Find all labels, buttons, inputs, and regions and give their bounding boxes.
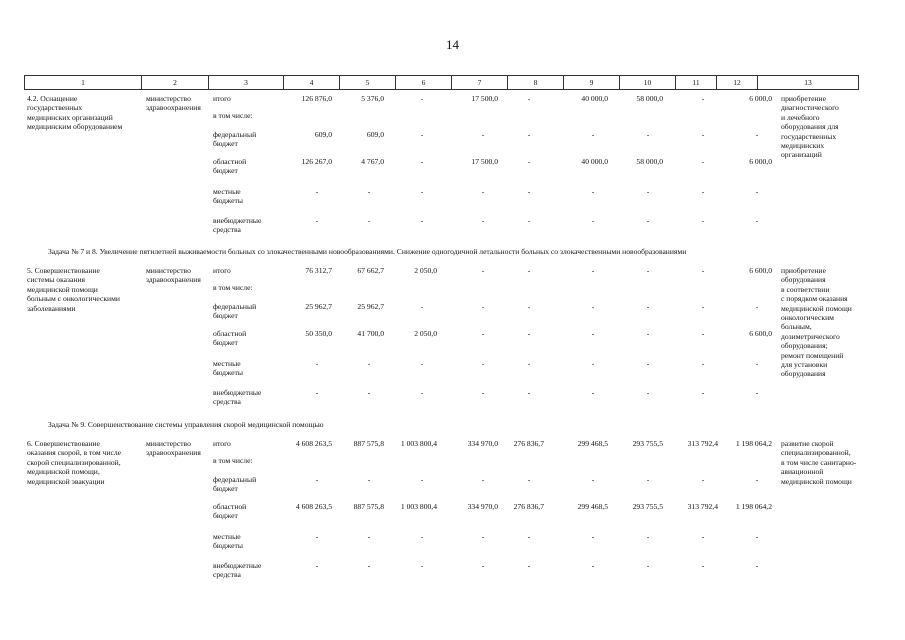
value-cell: - bbox=[367, 388, 371, 397]
header-cell: 1 bbox=[25, 76, 142, 89]
result-line: для установки bbox=[781, 360, 828, 369]
header-cell: 7 bbox=[452, 76, 508, 89]
header-cell: 4 bbox=[284, 76, 340, 89]
source-label-line: в том числе: bbox=[213, 111, 253, 120]
value-cell: 4 608 263,5 bbox=[295, 502, 332, 511]
value-cell: 1 003 800,4 bbox=[400, 439, 437, 448]
header-cell: 12 bbox=[717, 76, 758, 89]
value-cell: - bbox=[527, 532, 531, 541]
value-cell: 313 792,4 bbox=[687, 439, 718, 448]
value-cell: - bbox=[591, 130, 595, 139]
value-cell: - bbox=[420, 216, 424, 225]
value-cell: - bbox=[755, 532, 759, 541]
executor-line: министерство bbox=[146, 94, 191, 103]
value-cell: - bbox=[420, 359, 424, 368]
source-label-line: в том числе: bbox=[213, 283, 253, 292]
value-cell: 887 575,8 bbox=[353, 502, 384, 511]
source-label-line: местные bbox=[213, 532, 241, 541]
value-cell: - bbox=[755, 359, 759, 368]
value-cell: 25 962,7 bbox=[305, 302, 332, 311]
result-line: специализированной, bbox=[781, 448, 851, 458]
value-cell: 4 767,0 bbox=[361, 157, 384, 166]
result-line: медицинских bbox=[781, 141, 825, 150]
value-cell: - bbox=[646, 302, 650, 311]
value-cell: 25 962,7 bbox=[357, 302, 384, 311]
value-cell: 6 000,0 bbox=[749, 157, 772, 166]
result-line: с порядком оказания bbox=[781, 294, 848, 304]
value-cell: - bbox=[701, 130, 705, 139]
source-label-line: местные bbox=[213, 359, 241, 368]
task-9-heading: Задача № 9. Совершенствование системы управления скорой медицинской помощью bbox=[48, 420, 324, 429]
value-cell: 293 755,5 bbox=[632, 502, 663, 511]
value-cell: 2 050,0 bbox=[414, 329, 437, 338]
source-label-line: федеральный bbox=[213, 302, 257, 311]
value-cell: - bbox=[527, 130, 531, 139]
value-cell: - bbox=[527, 359, 531, 368]
value-cell: - bbox=[481, 329, 485, 338]
value-cell: - bbox=[646, 329, 650, 338]
value-cell: - bbox=[646, 532, 650, 541]
value-cell: 58 000,0 bbox=[636, 157, 663, 166]
value-cell: - bbox=[755, 561, 759, 570]
source-label-line: в том числе: bbox=[213, 456, 253, 465]
source-label-line: бюджеты bbox=[213, 368, 243, 378]
value-cell: - bbox=[420, 561, 424, 570]
source-label-line: областной bbox=[213, 502, 247, 511]
value-cell: 67 662,7 bbox=[357, 266, 384, 275]
result-line: дозиметрического bbox=[781, 331, 840, 341]
value-cell: 6 600,0 bbox=[749, 329, 772, 338]
value-cell: - bbox=[527, 266, 531, 275]
value-cell: - bbox=[755, 475, 759, 484]
value-cell: 887 575,8 bbox=[353, 439, 384, 448]
value-cell: 50 350,0 bbox=[305, 329, 332, 338]
program-name-line: скорой специализированной, bbox=[27, 457, 121, 467]
value-cell: 17 500,0 bbox=[471, 94, 498, 103]
value-cell: 293 755,5 bbox=[632, 439, 663, 448]
program-name-line: больным с онкологическими bbox=[27, 294, 120, 304]
value-cell: - bbox=[591, 532, 595, 541]
table-header bbox=[24, 75, 859, 90]
source-label-line: областной bbox=[213, 329, 247, 338]
value-cell: 17 500,0 bbox=[471, 157, 498, 166]
value-cell: - bbox=[701, 359, 705, 368]
value-cell: 609,0 bbox=[366, 130, 384, 139]
value-cell: - bbox=[367, 532, 371, 541]
value-cell: - bbox=[646, 266, 650, 275]
result-line: диагностического bbox=[781, 103, 839, 113]
value-cell: - bbox=[701, 266, 705, 275]
value-cell: - bbox=[481, 216, 485, 225]
source-label-line: внебюджетные bbox=[213, 216, 262, 225]
value-cell: - bbox=[315, 187, 319, 196]
value-cell: - bbox=[646, 216, 650, 225]
value-cell: - bbox=[527, 157, 531, 166]
value-cell: - bbox=[591, 475, 595, 484]
value-cell: - bbox=[701, 216, 705, 225]
value-cell: 1 198 064,2 bbox=[735, 502, 772, 511]
value-cell: 1 198 064,2 bbox=[735, 439, 772, 448]
result-line: и лечебного bbox=[781, 112, 820, 122]
value-cell: - bbox=[755, 216, 759, 225]
value-cell: - bbox=[315, 388, 319, 397]
value-cell: - bbox=[367, 561, 371, 570]
value-cell: - bbox=[481, 359, 485, 368]
result-line: оборудования bbox=[781, 275, 826, 285]
value-cell: - bbox=[527, 329, 531, 338]
value-cell: - bbox=[527, 388, 531, 397]
value-cell: - bbox=[315, 475, 319, 484]
value-cell: - bbox=[701, 329, 705, 338]
value-cell: - bbox=[315, 216, 319, 225]
source-label-line: средства bbox=[213, 397, 241, 407]
value-cell: - bbox=[527, 475, 531, 484]
executor-line: здравоохранения bbox=[146, 103, 201, 113]
program-name-line: медицинской эвакуации bbox=[27, 476, 105, 486]
source-label-line: местные bbox=[213, 187, 241, 196]
result-line: оборудования; bbox=[781, 341, 828, 351]
value-cell: - bbox=[701, 561, 705, 570]
value-cell: - bbox=[420, 157, 424, 166]
result-line: медицинской помощи bbox=[781, 303, 852, 313]
value-cell: - bbox=[646, 561, 650, 570]
result-line: оборудования bbox=[781, 369, 826, 379]
source-label-line: бюджет bbox=[213, 139, 238, 149]
program-name-line: 5. Совершенствование bbox=[27, 266, 100, 275]
source-label-line: бюджет bbox=[213, 166, 238, 176]
result-line: больным, bbox=[781, 322, 812, 332]
value-cell: 276 836,7 bbox=[513, 439, 544, 448]
source-label-line: федеральный bbox=[213, 475, 257, 484]
value-cell: - bbox=[367, 475, 371, 484]
value-cell: - bbox=[646, 475, 650, 484]
result-line: в соответствии bbox=[781, 284, 830, 294]
header-cell: 5 bbox=[340, 76, 396, 89]
value-cell: 4 608 263,5 bbox=[295, 439, 332, 448]
result-line: организаций bbox=[781, 150, 822, 160]
source-label-line: средства bbox=[213, 225, 241, 235]
program-name-line: медицинским оборудованием bbox=[27, 122, 123, 132]
program-name-line: медицинских организаций bbox=[27, 112, 113, 122]
source-label-line: внебюджетные bbox=[213, 561, 262, 570]
value-cell: - bbox=[591, 359, 595, 368]
value-cell: - bbox=[591, 329, 595, 338]
value-cell: 2 050,0 bbox=[414, 266, 437, 275]
value-cell: - bbox=[701, 187, 705, 196]
value-cell: - bbox=[701, 157, 705, 166]
value-cell: 6 000,0 bbox=[749, 94, 772, 103]
source-label-line: областной bbox=[213, 157, 247, 166]
result-line: развитие скорой bbox=[781, 439, 834, 448]
value-cell: - bbox=[701, 388, 705, 397]
value-cell: 5 376,0 bbox=[361, 94, 384, 103]
value-cell: - bbox=[481, 187, 485, 196]
value-cell: 6 600,0 bbox=[749, 266, 772, 275]
header-cell: 13 bbox=[758, 76, 859, 89]
value-cell: - bbox=[527, 561, 531, 570]
value-cell: 40 000,0 bbox=[581, 157, 608, 166]
value-cell: 334 970,0 bbox=[467, 439, 498, 448]
executor-line: министерство bbox=[146, 439, 191, 448]
header-cell: 2 bbox=[142, 76, 209, 89]
value-cell: - bbox=[367, 216, 371, 225]
value-cell: - bbox=[481, 475, 485, 484]
value-cell: - bbox=[481, 532, 485, 541]
value-cell: - bbox=[646, 359, 650, 368]
value-cell: - bbox=[420, 130, 424, 139]
program-name-line: государственных bbox=[27, 103, 83, 113]
source-label-line: бюджеты bbox=[213, 196, 243, 206]
value-cell: 299 468,5 bbox=[577, 439, 608, 448]
value-cell: 1 003 800,4 bbox=[400, 502, 437, 511]
result-line: оборудования для bbox=[781, 122, 839, 132]
value-cell: 58 000,0 bbox=[636, 94, 663, 103]
header-cell: 10 bbox=[620, 76, 676, 89]
value-cell: - bbox=[591, 388, 595, 397]
value-cell: - bbox=[420, 187, 424, 196]
header-cell: 6 bbox=[396, 76, 452, 89]
value-cell: - bbox=[591, 216, 595, 225]
value-cell: - bbox=[755, 302, 759, 311]
result-line: медицинской помощи bbox=[781, 476, 852, 486]
value-cell: - bbox=[701, 302, 705, 311]
value-cell: 334 970,0 bbox=[467, 502, 498, 511]
header-cell: 11 bbox=[676, 76, 717, 89]
value-cell: - bbox=[315, 561, 319, 570]
value-cell: - bbox=[755, 187, 759, 196]
value-cell: - bbox=[527, 302, 531, 311]
result-line: приобретение bbox=[781, 266, 826, 275]
result-line: авиационной bbox=[781, 467, 824, 477]
program-name-line: системы оказания bbox=[27, 275, 86, 285]
header-cell: 8 bbox=[508, 76, 564, 89]
value-cell: - bbox=[755, 130, 759, 139]
header-cell: 9 bbox=[564, 76, 620, 89]
value-cell: - bbox=[527, 187, 531, 196]
value-cell: - bbox=[527, 216, 531, 225]
value-cell: - bbox=[591, 187, 595, 196]
program-name-line: оказания скорой, в том числе bbox=[27, 448, 122, 458]
result-line: в том числе санитарно- bbox=[781, 457, 857, 467]
source-label-line: федеральный bbox=[213, 130, 257, 139]
header-cell: 3 bbox=[209, 76, 284, 89]
program-name-line: медицинской помощи bbox=[27, 284, 98, 294]
executor-line: министерство bbox=[146, 266, 191, 275]
value-cell: - bbox=[701, 475, 705, 484]
program-name-line: 6. Совершенствование bbox=[27, 439, 100, 448]
value-cell: 40 000,0 bbox=[581, 94, 608, 103]
source-label-line: средства bbox=[213, 570, 241, 580]
value-cell: - bbox=[481, 266, 485, 275]
value-cell: - bbox=[646, 130, 650, 139]
value-cell: 276 836,7 bbox=[513, 502, 544, 511]
source-label-line: бюджеты bbox=[213, 541, 243, 551]
page-number: 14 bbox=[446, 37, 459, 52]
value-cell: - bbox=[527, 94, 531, 103]
executor-line: здравоохранения bbox=[146, 448, 201, 458]
value-cell: 299 468,5 bbox=[577, 502, 608, 511]
value-cell: - bbox=[481, 561, 485, 570]
value-cell: - bbox=[591, 561, 595, 570]
value-cell: 76 312,7 bbox=[305, 266, 332, 275]
value-cell: - bbox=[420, 388, 424, 397]
value-cell: - bbox=[315, 532, 319, 541]
value-cell: - bbox=[481, 388, 485, 397]
value-cell: - bbox=[646, 187, 650, 196]
source-label-line: итого bbox=[213, 94, 231, 103]
task-7-8-heading: Задача № 7 и 8. Увеличение пятилетней выживаемости больных со злокачественными новообразованиями. Снижение одногодичной летальности больных со злокачественными новообразованиями bbox=[48, 247, 687, 256]
result-line: приобретение bbox=[781, 94, 826, 103]
result-line: онкологическим bbox=[781, 313, 834, 322]
source-label-line: бюджет bbox=[213, 484, 238, 494]
value-cell: 313 792,4 bbox=[687, 502, 718, 511]
value-cell: - bbox=[755, 388, 759, 397]
value-cell: 126 267,0 bbox=[301, 157, 332, 166]
source-label-line: бюджет bbox=[213, 338, 238, 348]
value-cell: 126 876,0 bbox=[301, 94, 332, 103]
value-cell: - bbox=[591, 266, 595, 275]
program-name-line: заболеваниями bbox=[27, 303, 76, 313]
source-label-line: бюджет bbox=[213, 511, 238, 521]
value-cell: - bbox=[420, 532, 424, 541]
value-cell: - bbox=[646, 388, 650, 397]
program-name-line: медицинской помощи, bbox=[27, 467, 100, 477]
value-cell: - bbox=[420, 302, 424, 311]
source-label-line: бюджет bbox=[213, 311, 238, 321]
source-label-line: итого bbox=[213, 266, 231, 275]
value-cell: 41 700,0 bbox=[357, 329, 384, 338]
value-cell: - bbox=[591, 302, 595, 311]
value-cell: - bbox=[481, 130, 485, 139]
value-cell: - bbox=[420, 94, 424, 103]
value-cell: - bbox=[367, 359, 371, 368]
source-label-line: внебюджетные bbox=[213, 388, 262, 397]
value-cell: - bbox=[367, 187, 371, 196]
value-cell: - bbox=[481, 302, 485, 311]
source-label-line: итого bbox=[213, 439, 231, 448]
result-line: ремонт помещений bbox=[781, 350, 844, 360]
program-name-line: 4.2. Оснащение bbox=[27, 94, 78, 103]
value-cell: 609,0 bbox=[314, 130, 332, 139]
value-cell: - bbox=[420, 475, 424, 484]
result-line: государственных bbox=[781, 131, 837, 141]
value-cell: - bbox=[701, 532, 705, 541]
executor-line: здравоохранения bbox=[146, 275, 201, 285]
value-cell: - bbox=[315, 359, 319, 368]
value-cell: - bbox=[701, 94, 705, 103]
